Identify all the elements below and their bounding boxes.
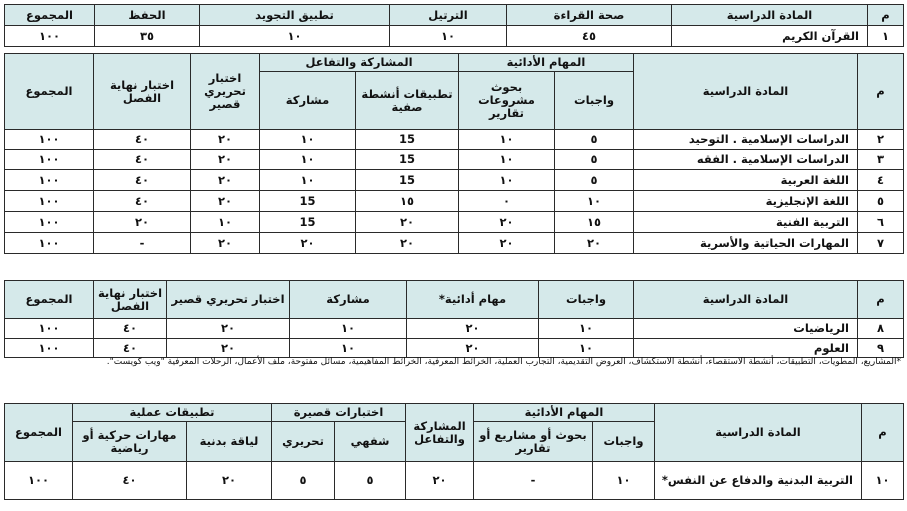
cell-participation: 15 bbox=[260, 212, 356, 233]
header-final-exam: اختبار نهاية الفصل bbox=[94, 54, 191, 130]
cell-research: ١٠ bbox=[459, 150, 555, 170]
cell-activities: ١٥ bbox=[356, 191, 459, 212]
cell-research: ١٠ bbox=[459, 170, 555, 191]
cell-homework: ٢٠ bbox=[555, 233, 634, 254]
cell-reading: ٤٥ bbox=[507, 26, 672, 47]
quran-grades-table bbox=[4, 4, 904, 47]
header-tajweed: تطبيق التجويد bbox=[200, 5, 390, 26]
cell-research: ٢٠ bbox=[459, 212, 555, 233]
cell-participation: ٢٠ bbox=[260, 233, 356, 254]
cell-subject: المهارات الحياتية والأسرية bbox=[634, 233, 858, 254]
cell-final: ٤٠ bbox=[94, 339, 167, 358]
table-row bbox=[5, 212, 904, 233]
cell-activities: ٢٠ bbox=[356, 212, 459, 233]
header-memorization: الحفظ bbox=[95, 5, 200, 26]
cell-final: ٤٠ bbox=[94, 150, 191, 170]
header-homework: واجبات bbox=[539, 281, 634, 319]
subjects-grades-table bbox=[4, 53, 904, 254]
header-total: المجموع bbox=[5, 5, 95, 26]
header-participation-group: المشاركة والتفاعل bbox=[260, 54, 459, 72]
header-reading: صحة القراءة bbox=[507, 5, 672, 26]
cell-homework: ١٠ bbox=[539, 319, 634, 339]
cell-final: ٤٠ bbox=[94, 170, 191, 191]
cell-final: - bbox=[94, 233, 191, 254]
table-row bbox=[5, 170, 904, 191]
header-homework: واجبات bbox=[593, 422, 655, 462]
cell-num: ٢ bbox=[858, 130, 904, 150]
header-research-projects: بحوث مشروعات تقارير bbox=[459, 72, 555, 130]
cell-subject: اللغة العربية bbox=[634, 170, 858, 191]
header-short-written-test: اختبار تحريري قصير bbox=[191, 54, 260, 130]
cell-participation: ٢٠ bbox=[406, 462, 474, 500]
cell-short-test: ٢٠ bbox=[191, 150, 260, 170]
cell-participation: ١٠ bbox=[290, 339, 407, 358]
table-header-row bbox=[5, 54, 904, 72]
cell-homework: ٥ bbox=[555, 170, 634, 191]
cell-tajweed: ١٠ bbox=[200, 26, 390, 47]
cell-total: ١٠٠ bbox=[5, 339, 94, 358]
cell-motor-skills: ٤٠ bbox=[73, 462, 187, 500]
cell-total: ١٠٠ bbox=[5, 150, 94, 170]
cell-tarteel: ١٠ bbox=[390, 26, 507, 47]
cell-homework: ١٠ bbox=[539, 339, 634, 358]
header-total: المجموع bbox=[5, 404, 73, 462]
cell-research: - bbox=[474, 462, 593, 500]
header-fitness: لياقة بدنية bbox=[187, 422, 272, 462]
header-subject: المادة الدراسية bbox=[672, 5, 868, 26]
cell-num: ٧ bbox=[858, 233, 904, 254]
cell-homework: ١٥ bbox=[555, 212, 634, 233]
header-class-activities: تطبيقات أنشطة صفية bbox=[356, 72, 459, 130]
header-subject: المادة الدراسية bbox=[634, 281, 858, 319]
cell-participation: 15 bbox=[260, 191, 356, 212]
cell-oral: ٥ bbox=[335, 462, 406, 500]
table-row bbox=[5, 233, 904, 254]
header-final-exam: اختبار نهاية الفصل bbox=[94, 281, 167, 319]
header-short-written-test: اختبار تحريري قصير bbox=[167, 281, 290, 319]
header-short-tests: اختبارات قصيرة bbox=[272, 404, 406, 422]
cell-num: ٤ bbox=[858, 170, 904, 191]
physical-education-grades-table bbox=[4, 403, 904, 500]
cell-written: ٥ bbox=[272, 462, 335, 500]
header-total: المجموع bbox=[5, 281, 94, 319]
cell-performance-tasks: ٢٠ bbox=[407, 319, 539, 339]
cell-participation: ١٠ bbox=[260, 130, 356, 150]
header-subject: المادة الدراسية bbox=[655, 404, 862, 462]
cell-final: ٤٠ bbox=[94, 191, 191, 212]
table-header-row bbox=[5, 281, 904, 319]
cell-homework: ١٠ bbox=[593, 462, 655, 500]
header-practical-applications: تطبيقات عملية bbox=[73, 404, 272, 422]
cell-homework: ٥ bbox=[555, 150, 634, 170]
cell-activities: 15 bbox=[356, 130, 459, 150]
cell-activities: ٢٠ bbox=[356, 233, 459, 254]
header-total: المجموع bbox=[5, 54, 94, 130]
cell-short-test: ٢٠ bbox=[191, 191, 260, 212]
performance-tasks-footnote: *المشاريع، المطويات، التطبيقات، أنشطة الاستقصاء، أنشطة الاستكشاف، العروض التقديمية، التجارب العملية، الخرائط المعرفية، الخرائط المفاهيمية، مسائل مفتوحة، ملف الأعمال، الرحلات المعرفية "ويب كويست". bbox=[106, 357, 901, 367]
cell-num: ٥ bbox=[858, 191, 904, 212]
cell-short-test: ٢٠ bbox=[167, 339, 290, 358]
cell-total: ١٠٠ bbox=[5, 26, 95, 47]
cell-final: ٢٠ bbox=[94, 212, 191, 233]
cell-final: ٤٠ bbox=[94, 130, 191, 150]
header-tarteel: الترتيل bbox=[390, 5, 507, 26]
cell-homework: ١٠ bbox=[555, 191, 634, 212]
header-num: م bbox=[862, 404, 904, 462]
cell-subject: الدراسات الإسلامية . التوحيد bbox=[634, 130, 858, 150]
cell-subject: اللغة الإنجليزية bbox=[634, 191, 858, 212]
cell-short-test: ٢٠ bbox=[191, 233, 260, 254]
cell-short-test: ٢٠ bbox=[191, 170, 260, 191]
table-row bbox=[5, 319, 904, 339]
cell-subject: العلوم bbox=[634, 339, 858, 358]
cell-total: ١٠٠ bbox=[5, 233, 94, 254]
cell-total: ١٠٠ bbox=[5, 212, 94, 233]
cell-research: ٠ bbox=[459, 191, 555, 212]
cell-final: ٤٠ bbox=[94, 319, 167, 339]
cell-num: ١٠ bbox=[862, 462, 904, 500]
header-participation: مشاركة bbox=[290, 281, 407, 319]
math-science-grades-table bbox=[4, 280, 904, 358]
header-oral: شفهي bbox=[335, 422, 406, 462]
table-row bbox=[5, 130, 904, 150]
table-header-row bbox=[5, 5, 904, 26]
table-header-row bbox=[5, 404, 904, 422]
cell-num: ٦ bbox=[858, 212, 904, 233]
cell-fitness: ٢٠ bbox=[187, 462, 272, 500]
header-num: م bbox=[868, 5, 904, 26]
header-performance-tasks: المهام الأدائية bbox=[459, 54, 634, 72]
cell-subject: التربية البدنية والدفاع عن النفس* bbox=[655, 462, 862, 500]
cell-activities: 15 bbox=[356, 150, 459, 170]
cell-total: ١٠٠ bbox=[5, 191, 94, 212]
cell-subject: التربية الفنية bbox=[634, 212, 858, 233]
cell-participation: ١٠ bbox=[290, 319, 407, 339]
table-row bbox=[5, 150, 904, 170]
cell-homework: ٥ bbox=[555, 130, 634, 150]
cell-research: ٢٠ bbox=[459, 233, 555, 254]
header-homework: واجبات bbox=[555, 72, 634, 130]
header-subject: المادة الدراسية bbox=[634, 54, 858, 130]
cell-participation: ١٠ bbox=[260, 170, 356, 191]
cell-num: ٨ bbox=[858, 319, 904, 339]
cell-total: ١٠٠ bbox=[5, 170, 94, 191]
cell-num: ١ bbox=[868, 26, 904, 47]
cell-short-test: ٢٠ bbox=[167, 319, 290, 339]
cell-total: ١٠٠ bbox=[5, 462, 73, 500]
cell-num: ٣ bbox=[858, 150, 904, 170]
cell-total: ١٠٠ bbox=[5, 319, 94, 339]
cell-research: ١٠ bbox=[459, 130, 555, 150]
cell-subject: الرياضيات bbox=[634, 319, 858, 339]
header-motor-skills: مهارات حركية أو رياضية bbox=[73, 422, 187, 462]
header-performance-tasks: مهام أدائية* bbox=[407, 281, 539, 319]
header-written: تحريري bbox=[272, 422, 335, 462]
cell-subject: الدراسات الإسلامية . الفقه bbox=[634, 150, 858, 170]
table-row bbox=[5, 339, 904, 358]
header-num: م bbox=[858, 281, 904, 319]
table-row bbox=[5, 191, 904, 212]
cell-activities: 15 bbox=[356, 170, 459, 191]
header-performance-tasks: المهام الأدائية bbox=[474, 404, 655, 422]
table-row bbox=[5, 26, 904, 47]
cell-subject: القرآن الكريم bbox=[672, 26, 868, 47]
header-research-projects: بحوث أو مشاريع أو تقارير bbox=[474, 422, 593, 462]
cell-performance-tasks: ٢٠ bbox=[407, 339, 539, 358]
header-num: م bbox=[858, 54, 904, 130]
cell-short-test: ١٠ bbox=[191, 212, 260, 233]
cell-num: ٩ bbox=[858, 339, 904, 358]
cell-total: ١٠٠ bbox=[5, 130, 94, 150]
cell-participation: ١٠ bbox=[260, 150, 356, 170]
header-participation: المشاركة والتفاعل bbox=[406, 404, 474, 462]
cell-memorization: ٣٥ bbox=[95, 26, 200, 47]
cell-short-test: ٢٠ bbox=[191, 130, 260, 150]
table-row bbox=[5, 462, 904, 500]
header-participation: مشاركة bbox=[260, 72, 356, 130]
